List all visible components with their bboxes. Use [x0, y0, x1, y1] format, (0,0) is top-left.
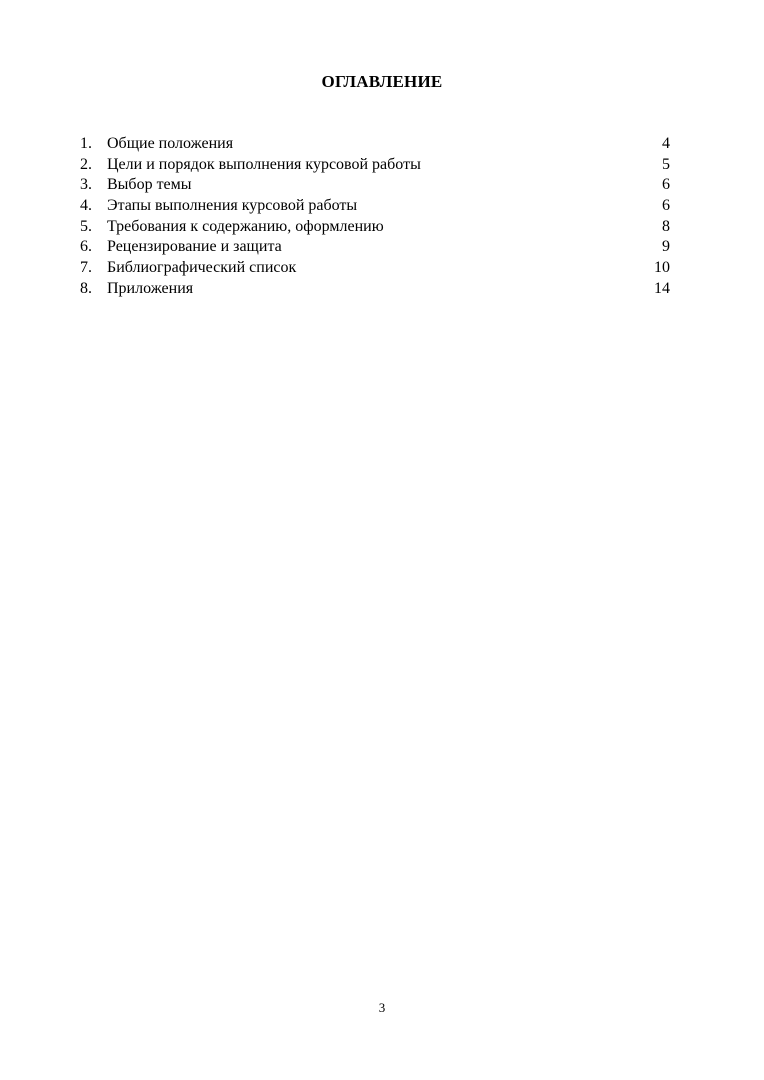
toc-entry-title: Общие положения: [107, 135, 234, 152]
toc-entry: [80, 237, 700, 258]
toc-entry-number: 2.: [80, 155, 92, 173]
toc-entry: [80, 217, 700, 238]
toc-entry-page: 14: [654, 279, 670, 297]
toc-entry: [80, 196, 700, 217]
page-number: 3: [378, 1000, 386, 1015]
toc-entry-number: 7.: [80, 259, 92, 277]
toc-entry-title: Этапы выполнения курсовой работы: [107, 197, 358, 215]
toc-entry-page: 9: [662, 238, 670, 256]
toc-entry-title: Требования к содержанию, оформлению: [107, 217, 384, 235]
toc-entry-number: 1.: [80, 135, 92, 152]
toc-entry-number: 5.: [80, 217, 92, 235]
toc-entry-title: Рецензирование и защита: [107, 238, 282, 256]
toc-entry: [80, 279, 700, 300]
toc-entry-page: 6: [662, 197, 670, 215]
toc-entry-page: 5: [662, 155, 670, 173]
toc-entry-number: 8.: [80, 279, 92, 297]
toc-entry-page: 8: [662, 217, 670, 235]
toc-entry-number: 4.: [80, 197, 92, 215]
toc-entry-title: Выбор темы: [107, 176, 192, 194]
table-of-contents: [80, 134, 700, 300]
toc-entry: [80, 134, 700, 155]
toc-entry-title: Цели и порядок выполнения курсовой работы: [107, 155, 421, 173]
toc-entry: [80, 175, 700, 196]
toc-entry-number: 3.: [80, 176, 92, 194]
toc-entry-number: 6.: [80, 238, 92, 256]
toc-entry-page: 10: [654, 259, 670, 277]
toc-entry-page: 6: [662, 176, 670, 194]
toc-entry-page: 4: [662, 135, 670, 152]
toc-entry: [80, 258, 700, 279]
toc-entry-title: Библиографический список: [107, 259, 297, 277]
toc-entry: [80, 155, 700, 176]
page-title: ОГЛАВЛЕНИЕ: [321, 72, 443, 91]
toc-entry-title: Приложения: [107, 279, 194, 297]
